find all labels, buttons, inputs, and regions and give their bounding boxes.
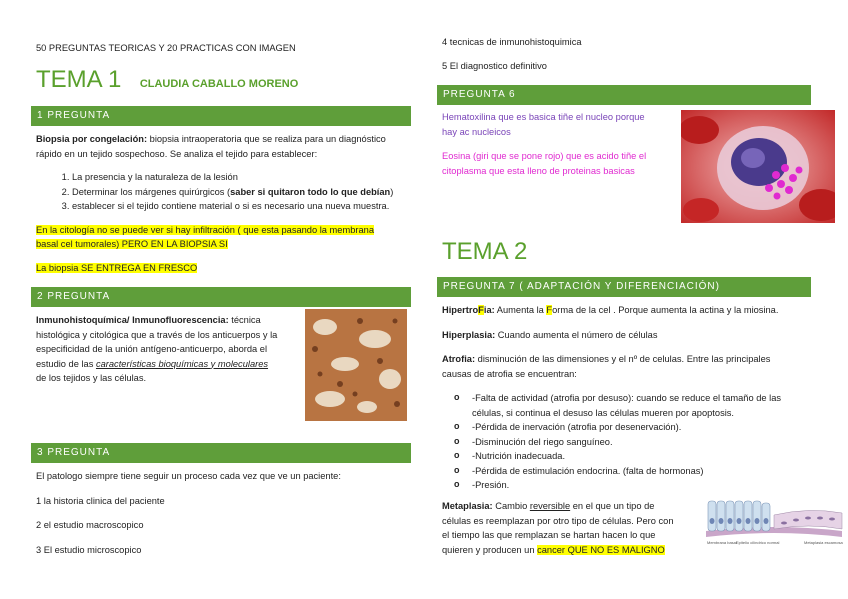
metaplasia-diagram [704,493,844,553]
q1-note-fresh: La biopsia SE ENTREGA EN FRESCO [36,262,198,273]
tema2-title: TEMA 2 [442,238,528,265]
q3-header: 3 PREGUNTA [31,443,411,463]
q1-item-1: 1. La presencia y la naturaleza de la lesión [72,170,411,185]
atrofia-causes-list [442,391,812,493]
q6-body: Hematoxilina que es basica tiñe el nucleo porque hay ac nucleicos Eosina (giri que se pone rojo) que es acido tiñe el citoplasma que esta lleno de proteinas basicas [442,110,682,178]
tema1-title: TEMA 1 [36,66,122,93]
q7-header: PREGUNTA 7 ( ADAPTACIÓN Y DIFERENCIACIÓN) [437,277,811,297]
cause-item: o -Presión. [442,478,812,493]
q3-step-1: 1 la historia clinica del paciente [36,495,165,506]
q6-hematoxylin: Hematoxilina que es basica tiñe el nucleo porque [442,112,645,122]
top-note: 50 PREGUNTAS TEORICAS Y 20 PRACTICAS CON IMAGEN [36,43,296,53]
cause-item: o -Nutrición inadecuada. [442,449,812,464]
atrofia-line: Atrofia: disminución de las dimensiones y el nº de celulas. Entre las principales [442,354,771,364]
diagram-label-metaplasia: Metaplasia escamosa [804,540,843,545]
q1-term: Biopsia por congelación: [36,134,148,144]
diagram-label-membrane: Membrana basal [707,540,737,545]
q1-desc-a: biopsia intraoperatoria que se realiza para un diagnóstico [147,134,386,144]
hipertrofia-line: HipertroFia: Aumenta la Forma de la cel . Porque aumenta la actina y la miosina. [442,305,779,315]
metaplasia-block: Metaplasia: Cambio reversible en el que un tipo de células es reemplazan por otro tipo de células. Pero con el tiempo las que remplazan se hartan hacen lo que quieren y producen un cancer QUE NO ES MALIGNO [442,501,674,555]
q3-body [36,469,411,557]
hiperplasia-line: Hiperplasia: Cuando aumenta el número de células [442,329,658,340]
he-cell-image [681,110,835,223]
q1-header: 1 PREGUNTA [31,106,411,126]
q3-intro: El patologo siempre tiene seguir un proceso cada vez que ve un paciente: [36,471,341,481]
q1-desc-b: rápido en un tejido sospechoso. Se analiza el tejido para establecer: [36,148,318,159]
q2-header: 2 PREGUNTA [31,287,411,307]
author-name: CLAUDIA CABALLO MORENO [139,78,299,90]
cause-item: o -Pérdida de inervación (atrofia por desenervación). [442,420,812,435]
tema1-heading [36,66,298,94]
q1-note-infiltration: En la citología no se puede ver si hay infiltración ( que esta pasando la membrana basal cel tumorales) PERO EN LA BIOPSIA SI [36,224,374,249]
q1-body [36,132,411,275]
q3-step-3: 3 El estudio microscopico [36,544,142,555]
q1-list [36,170,411,214]
cause-item: o -Disminución del riego sanguíneo. [442,435,812,450]
q1-item-2: 2. Determinar los márgenes quirúrgicos (saber si quitaron todo lo que debían) [72,185,411,200]
q6-header: PREGUNTA 6 [437,85,811,105]
step-5: 5 El diagnostico definitivo [442,61,547,71]
diagram-label-normal: Epitelio cilíndrico normal [736,540,780,545]
q2-term: Inmunohistoquímica/ Inmunofluorescencia: [36,315,229,325]
ihc-stain-image [305,309,407,421]
q6-eosin: Eosina (giri que se pone rojo) que es acido tiñe el [442,151,647,161]
q3-step-2: 2 el estudio macroscopico [36,520,144,530]
cause-item: o -Falta de actividad (atrofia por desuso): cuando se reduce el tamaño de las células, si continua el desuso las células mueren por apoptosis. [442,391,812,420]
q1-item-3: 3. establecer si el tejido contiene material o si es necesario una nueva muestra. [72,199,411,214]
q7-body: HipertroFia: Aumenta la Forma de la cel . Porque aumenta la actina y la miosina. Hiperplasia: Cuando aumenta el número de células Atrofia: disminución de las dimensiones y el nº de celulas. Entre las principales causas de atrofia se encuentran: o -Falta de actividad (atrofia por desuso): cuando se reduce el tamaño de las células, si continua el desuso las células mueren por apoptosis. o -Pérdida de inervación (atrofia por desenervación). o -Disminución del riego sanguíneo. o -Nutrición inadecuada. o -Pérdida de estimulación endocrina. (falta de hormonas) o -Presión. [442,303,812,493]
cause-item: o -Pérdida de estimulación endocrina. (falta de hormonas) [442,464,812,479]
q2-body: Inmunohistoquímica/ Inmunofluorescencia: técnica histológica y citológica que a través de los anticuerpos y la especificidad de la unión antígeno-anticuerpo, aborda el estudio de las características bioquímicas y moleculares de los tejidos y las células. [36,315,278,383]
step-4: 4 tecnicas de inmunohistoquimica [442,37,582,47]
